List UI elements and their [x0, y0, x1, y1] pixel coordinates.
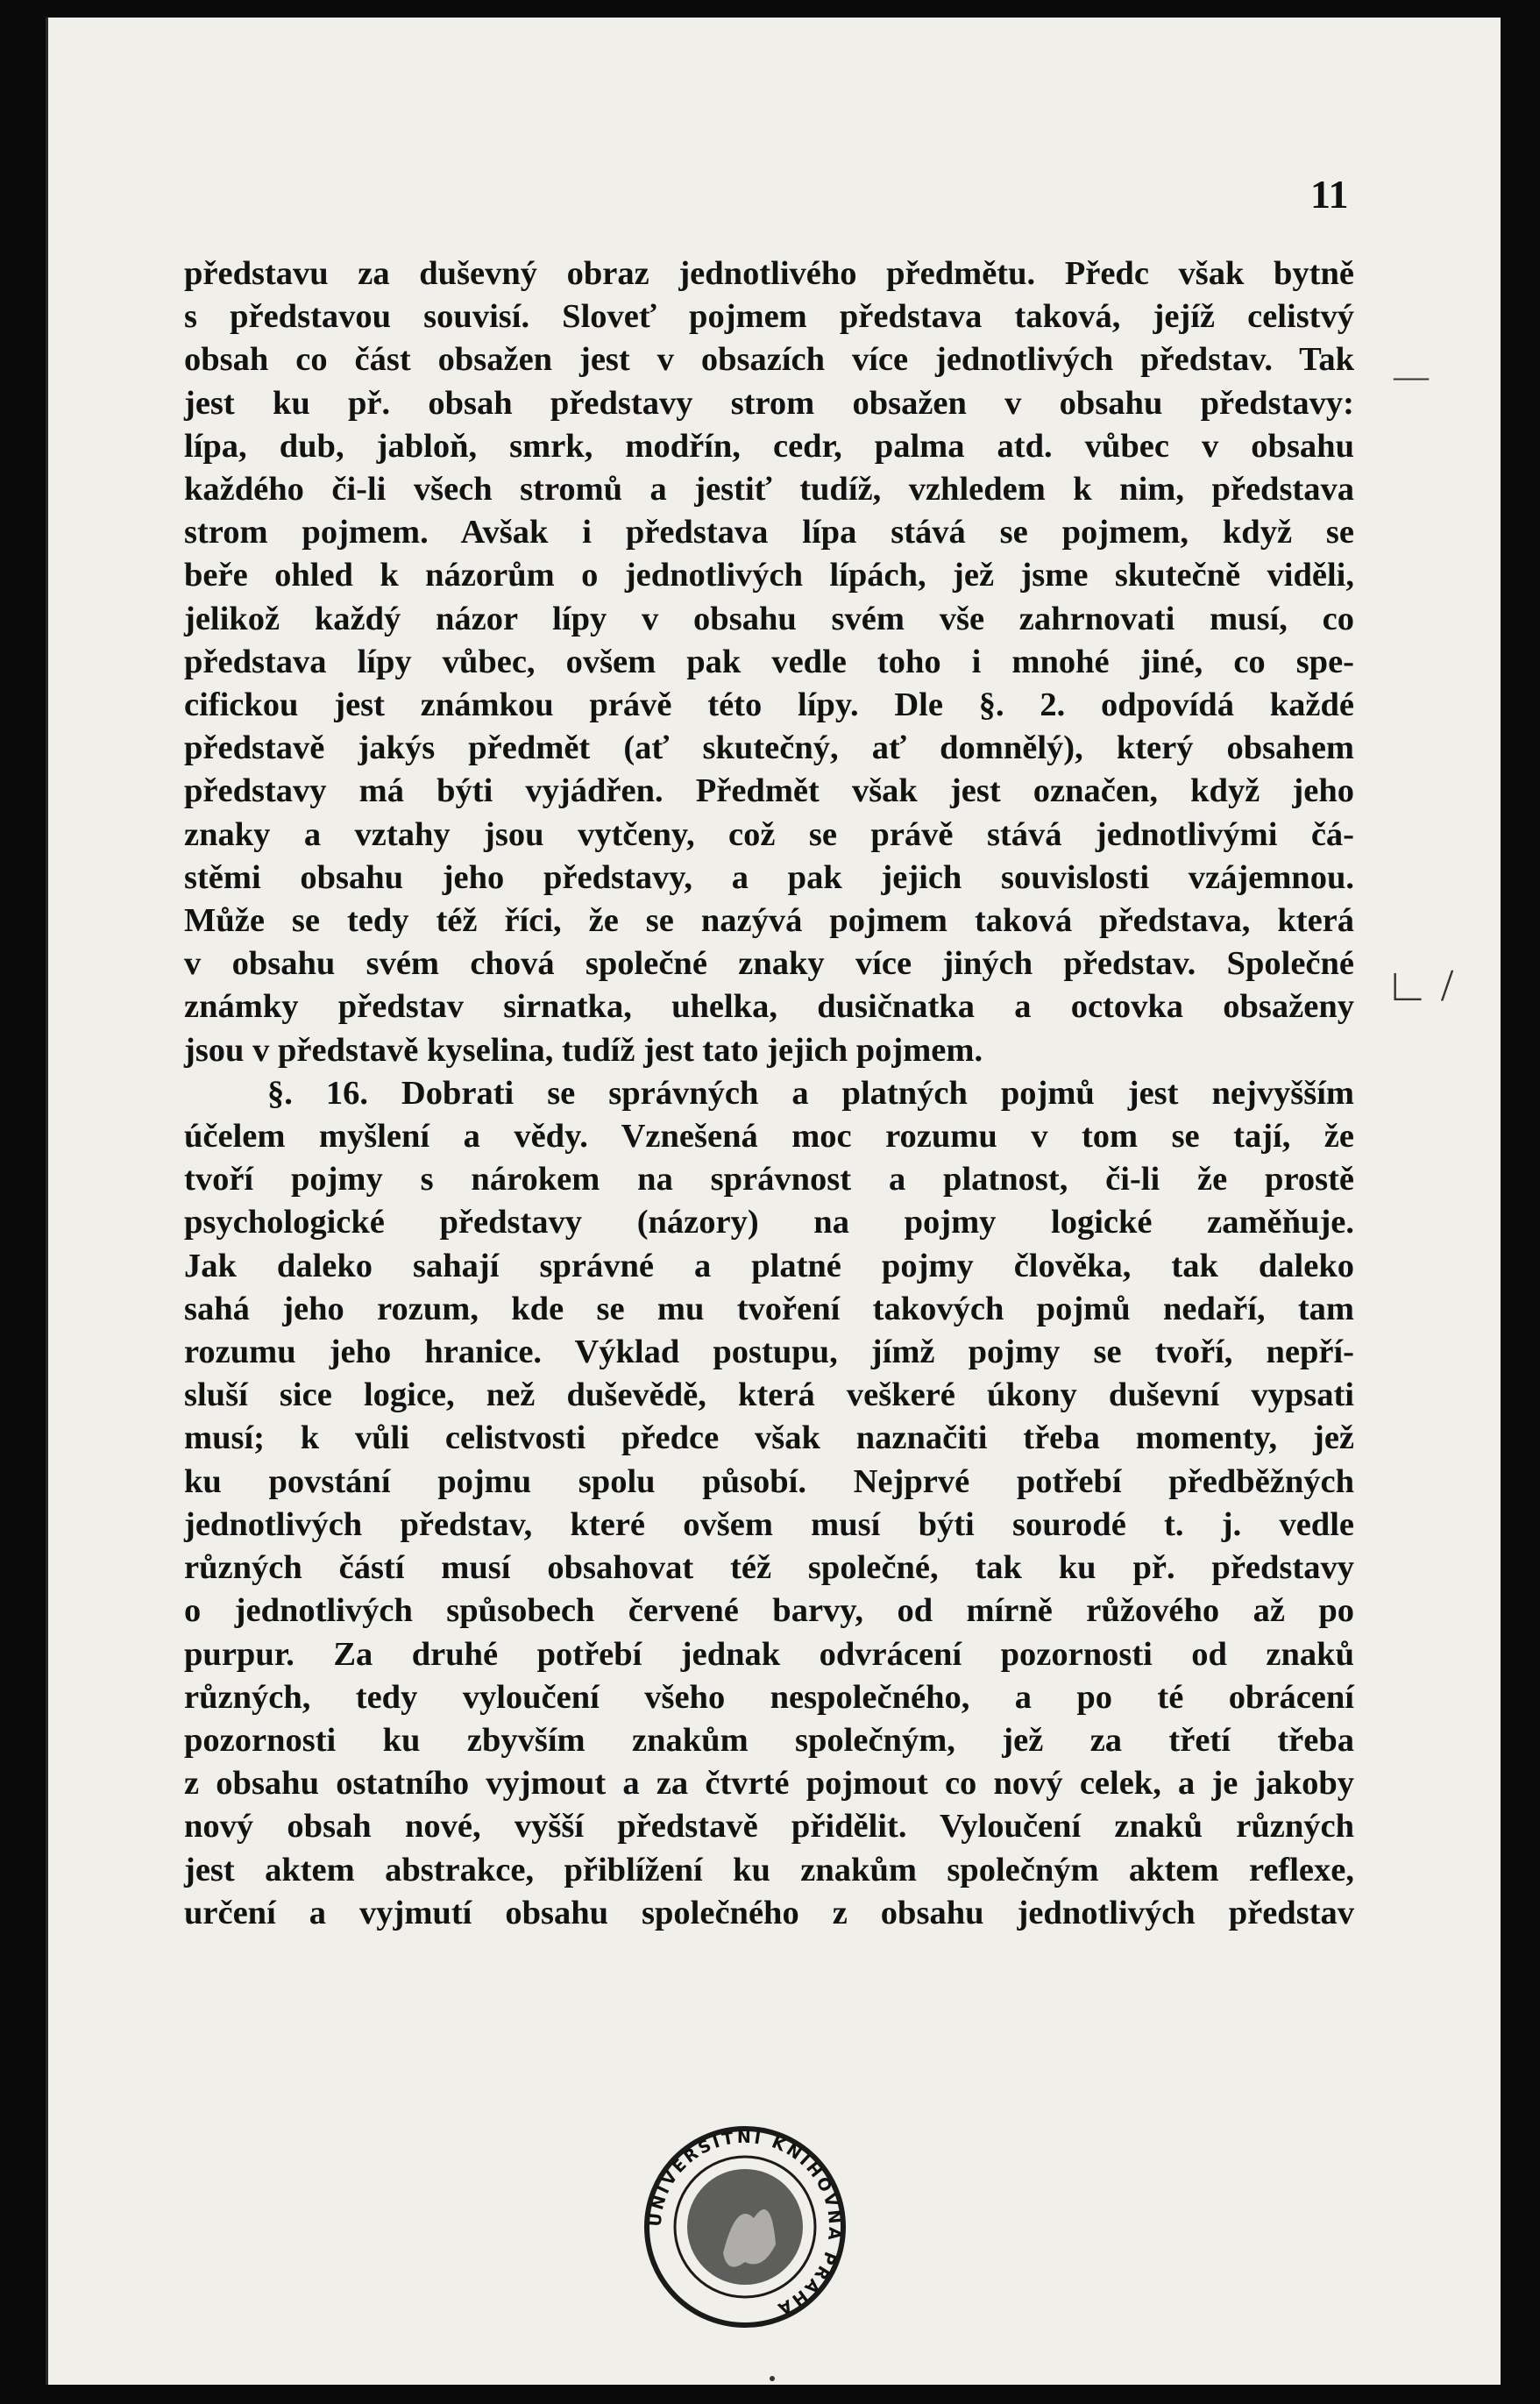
text-line: cifickou jest známkou právě této lípy. Dle §. 2. odpovídá každé: [184, 686, 1354, 724]
margin-mark: —: [1394, 356, 1429, 395]
text-line: Může se tedy též říci, že se nazývá pojmem taková představa, která: [184, 902, 1354, 940]
text-line: musí; k vůli celistvosti předce však naznačiti třeba momenty, jež: [184, 1419, 1354, 1457]
text-line: představy má býti vyjádřen. Předmět však jest označen, když jeho: [184, 772, 1354, 810]
text-line: o jednotlivých spůsobech červené barvy, od mírně růžového až po: [184, 1592, 1354, 1630]
text-line: jest ku př. obsah představy strom obsažen v obsahu představy:: [184, 384, 1354, 422]
text-line: jelikož každý názor lípy v obsahu svém vše zahrnovati musí, co: [184, 600, 1354, 637]
text-line: psychologické představy (názory) na pojmy logické zaměňuje.: [184, 1204, 1354, 1241]
text-line: lípa, dub, jabloň, smrk, modřín, cedr, palma atd. vůbec v obsahu: [184, 427, 1354, 465]
text-line: obsah co část obsažen jest v obsazích více jednotlivých představ. Tak: [184, 341, 1354, 379]
text-line: představu za duševný obraz jednotlivého předmětu. Předc však bytně: [184, 255, 1354, 292]
text-line: jednotlivých představ, které ovšem musí býti sourodé t. j. vedle: [184, 1505, 1354, 1543]
text-line: různých částí musí obsahovat též společné, tak ku př. představy: [184, 1549, 1354, 1587]
text-line: ku povstání pojmu spolu působí. Nejprvé potřebí předběžných: [184, 1462, 1354, 1500]
text-line: jsou v představě kyselina, tudíž jest tato jejich pojmem.: [184, 1031, 983, 1069]
text-line: pozornosti ku zbyvším znakům společným, jež za třetí třeba: [184, 1721, 1354, 1759]
text-line: purpur. Za druhé potřebí jednak odvrácení pozornosti od znaků: [184, 1635, 1354, 1673]
text-line: s představou souvisí. Sloveť pojmem představa taková, jejíž celistvý: [184, 298, 1354, 336]
text-line: strom pojmem. Avšak i představa lípa stává se pojmem, když se: [184, 514, 1354, 551]
text-line: každého či-li všech stromů a jestiť tudíž, vzhledem k nim, představa: [184, 471, 1354, 509]
text-line: rozumu jeho hranice. Výklad postupu, jímž pojmy se tvoří, nepří-: [184, 1334, 1354, 1371]
text-line: známky představ sirnatka, uhelka, dusičnatka a octovka obsaženy: [184, 988, 1354, 1026]
text-line: znaky a vztahy jsou vytčeny, což se právě stává jednotlivými čá-: [184, 815, 1354, 853]
ink-dot: [770, 2376, 775, 2381]
body-text: [184, 252, 1354, 1935]
text-line: jest aktem abstrakce, přiblížení ku znakům společným aktem reflexe,: [184, 1851, 1354, 1888]
margin-mark: ∟ /: [1385, 961, 1454, 1011]
text-line: z obsahu ostatního vyjmout a za čtvrté pojmout co nový celek, a je jakoby: [184, 1765, 1354, 1803]
text-line: stěmi obsahu jeho představy, a pak jejich souvislosti vzájemnou.: [184, 858, 1354, 896]
text-line: sahá jeho rozum, kde se mu tvoření takových pojmů nedaří, tam: [184, 1290, 1354, 1327]
text-line: beře ohled k názorům o jednotlivých lípách, jež jsme skutečně viděli,: [184, 557, 1354, 594]
text-line: §. 16. Dobrati se správných a platných pojmů jest nejvyšším: [267, 1074, 1354, 1112]
text-line: nový obsah nové, vyšší představě přidělit. Vyloučení znaků různých: [184, 1808, 1354, 1846]
text-line: sluší sice logice, než duševědě, která veškeré úkony duševní vypsati: [184, 1376, 1354, 1414]
library-stamp: [640, 2122, 850, 2332]
text-line: určení a vyjmutí obsahu společného z obsahu jednotlivých představ: [184, 1894, 1354, 1931]
page-number: 11: [1310, 172, 1349, 217]
text-line: představě jakýs předmět (ať skutečný, ať domnělý), který obsahem: [184, 729, 1354, 767]
text-line: různých, tedy vyloučení všeho nespolečného, a po té obrácení: [184, 1678, 1354, 1716]
book-page: [46, 18, 1501, 2385]
text-line: představa lípy vůbec, ovšem pak vedle toho i mnohé jiné, co spe-: [184, 643, 1354, 680]
text-line: účelem myšlení a vědy. Vznešená moc rozumu v tom se tají, že: [184, 1118, 1354, 1156]
text-line: tvoří pojmy s nárokem na správnost a platnost, či-li že prostě: [184, 1161, 1354, 1198]
text-line: Jak daleko sahají správné a platné pojmy člověka, tak daleko: [184, 1247, 1354, 1284]
svg-text:UNIVERSITNÍ KNIHOVNA PRAHA: UNIVERSITNÍ KNIHOVNA PRAHA: [645, 2127, 845, 2320]
text-line: v obsahu svém chová společné znaky více jiných představ. Společné: [184, 945, 1354, 983]
